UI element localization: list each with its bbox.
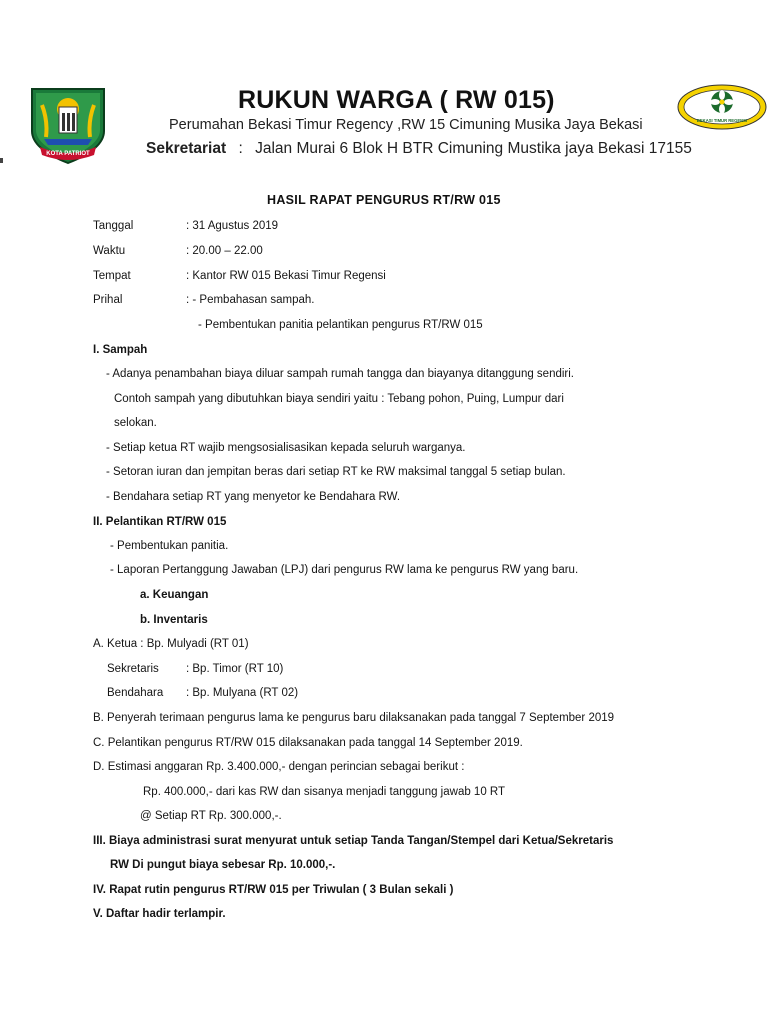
- prihal-label: Prihal: [93, 294, 123, 306]
- section-2-sub-b: b. Inventaris: [140, 614, 208, 626]
- section-2-sub-a: a. Keuangan: [140, 589, 209, 601]
- tempat-label: Tempat: [93, 270, 131, 282]
- secretariat-line: [146, 140, 692, 158]
- secretariat-address: Jalan Murai 6 Blok H BTR Cimuning Mustika jaya Bekasi 17155: [255, 140, 692, 157]
- prihal-value-1: : - Pembahasan sampah.: [186, 294, 315, 306]
- section-1-line-6: - Bendahara setiap RT yang menyetor ke Bendahara RW.: [106, 491, 401, 503]
- btr-flower-badge-icon: [676, 78, 768, 136]
- committee-sekretaris-label: Sekretaris: [107, 663, 159, 675]
- waktu-value: : 20.00 – 22.00: [186, 245, 263, 257]
- section-1-line-3: selokan.: [114, 417, 157, 429]
- section-3-line-2: RW Di pungut biaya sebesar Rp. 10.000,-.: [110, 859, 336, 871]
- organization-address: Perumahan Bekasi Timur Regency ,RW 15 Cimuning Musika Jaya Bekasi: [169, 117, 643, 133]
- section-4: IV. Rapat rutin pengurus RT/RW 015 per Triwulan ( 3 Bulan sekali ): [93, 884, 454, 896]
- section-5: V. Daftar hadir terlampir.: [93, 908, 226, 920]
- prihal-value-2: - Pembentukan panitia pelantikan pengurus RT/RW 015: [198, 319, 483, 331]
- section-1-heading: I. Sampah: [93, 344, 148, 356]
- document-title: HASIL RAPAT PENGURUS RT/RW 015: [267, 193, 501, 207]
- committee-bendahara-label: Bendahara: [107, 687, 164, 699]
- secretariat-colon: :: [238, 140, 243, 157]
- section-1-line-2: Contoh sampah yang dibutuhkan biaya sendiri yaitu : Tebang pohon, Puing, Lumpur dari: [114, 393, 564, 405]
- point-b: B. Penyerah terimaan pengurus lama ke pengurus baru dilaksanakan pada tanggal 7 September 2019: [93, 712, 615, 724]
- section-1-line-1: - Adanya penambahan biaya diluar sampah rumah tangga dan biayanya ditanggung sendiri.: [106, 368, 574, 380]
- section-1-line-4: - Setiap ketua RT wajib mengsosialisasikan kepada seluruh warganya.: [106, 442, 466, 454]
- point-d-detail-2: @ Setiap RT Rp. 300.000,-.: [140, 810, 282, 822]
- waktu-label: Waktu: [93, 245, 126, 257]
- section-2-line-2: - Laporan Pertanggung Jawaban (LPJ) dari pengurus RW lama ke pengurus RW yang baru.: [110, 564, 579, 576]
- organization-title: RUKUN WARGA ( RW 015): [238, 86, 555, 114]
- tanggal-label: Tanggal: [93, 220, 134, 232]
- point-c: C. Pelantikan pengurus RT/RW 015 dilaksanakan pada tanggal 14 September 2019.: [93, 737, 523, 749]
- tanggal-value: : 31 Agustus 2019: [186, 220, 279, 232]
- committee-sekretaris-value: : Bp. Timor (RT 10): [186, 663, 284, 675]
- section-1-line-5: - Setoran iuran dan jempitan beras dari setiap RT ke RW maksimal tanggal 5 setiap bulan.: [106, 466, 566, 478]
- tempat-value: : Kantor RW 015 Bekasi Timur Regensi: [186, 270, 386, 282]
- section-2-heading: II. Pelantikan RT/RW 015: [93, 516, 227, 528]
- section-3-line-1: III. Biaya administrasi surat menyurat untuk setiap Tanda Tangan/Stempel dari Ketua/Sekretaris: [93, 835, 614, 847]
- point-d: D. Estimasi anggaran Rp. 3.400.000,- dengan perincian sebagai berikut :: [93, 761, 465, 773]
- point-d-detail-1: Rp. 400.000,- dari kas RW dan sisanya menjadi tanggung jawab 10 RT: [143, 786, 506, 798]
- margin-mark: [0, 158, 3, 163]
- badge-text: BEKASI TIMUR REGENSI: [696, 118, 748, 123]
- emblem-motto: KOTA PATRIOT: [46, 151, 90, 157]
- section-2-line-1: - Pembentukan panitia.: [110, 540, 229, 552]
- committee-ketua: A. Ketua : Bp. Mulyadi (RT 01): [93, 638, 249, 650]
- committee-bendahara-value: : Bp. Mulyana (RT 02): [186, 687, 299, 699]
- secretariat-label: Sekretariat: [146, 140, 227, 157]
- bekasi-city-emblem-icon: [26, 85, 110, 167]
